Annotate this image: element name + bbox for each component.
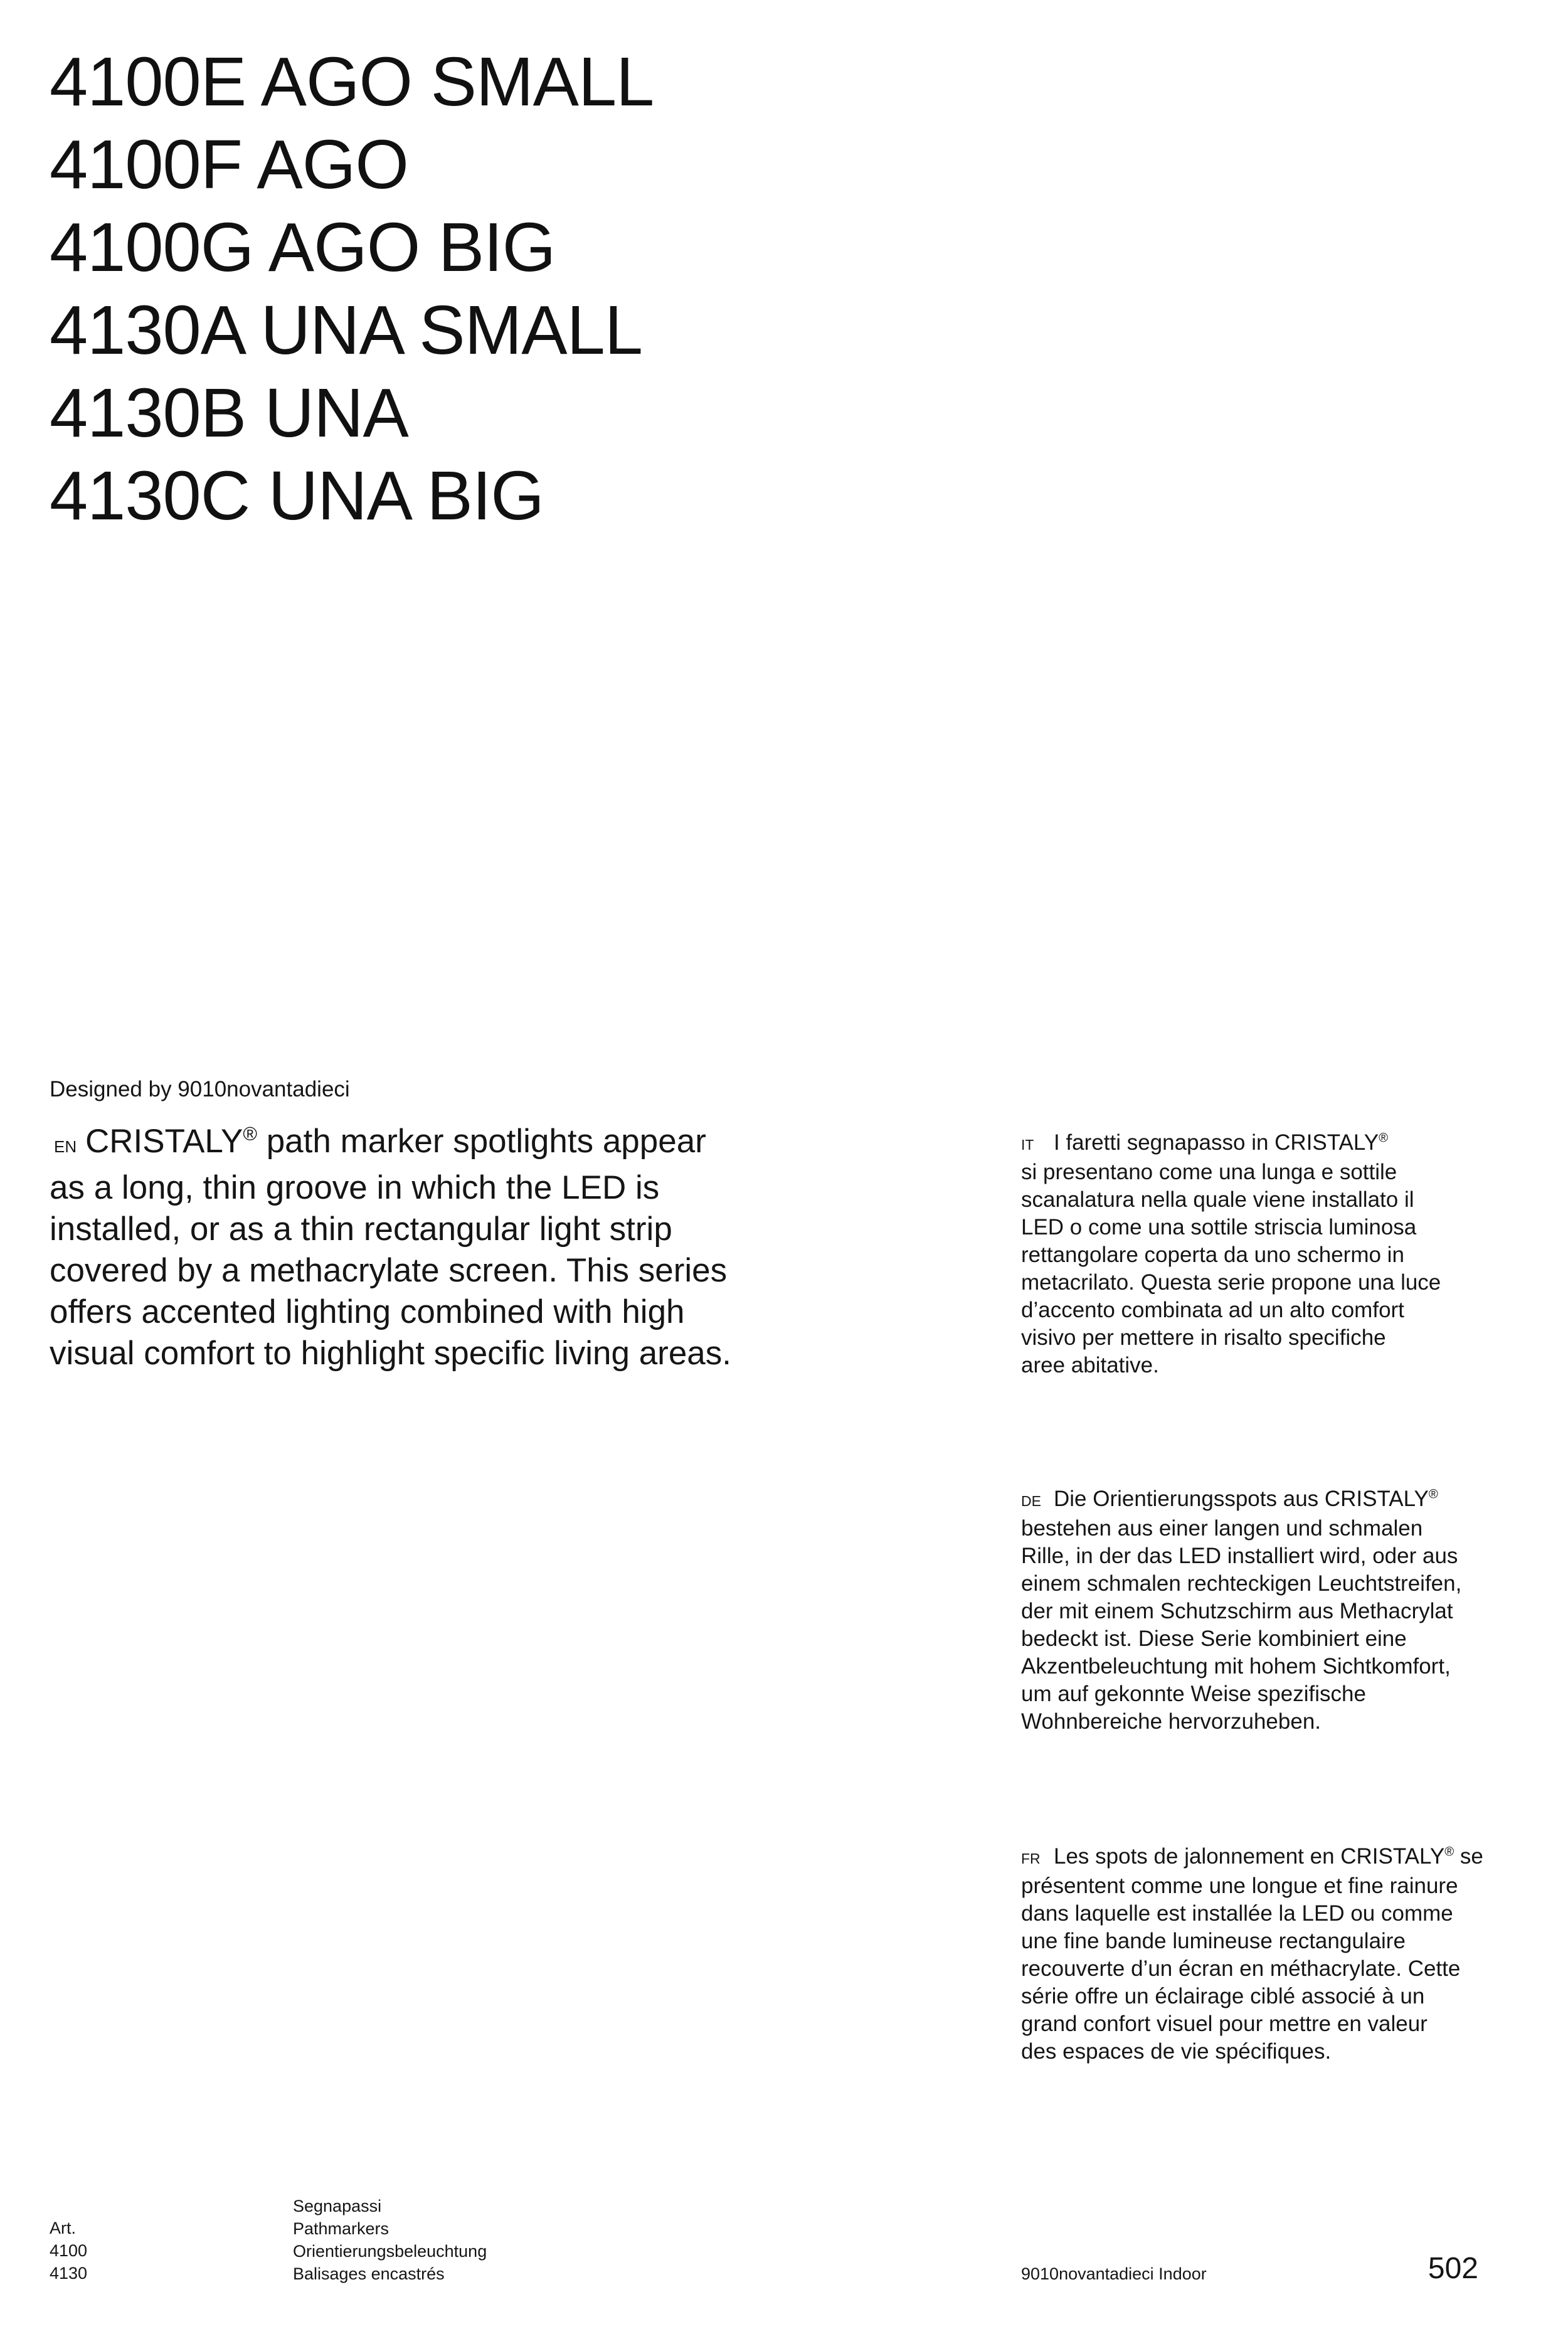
paragraph-line: recouverte d’un écran en méthacrylate. Cette	[1021, 1956, 1461, 1981]
paragraph-text: Les spots de jalonnement en CRISTALY	[1054, 1844, 1445, 1869]
registered-mark: ®	[1444, 1845, 1454, 1859]
product-title-line: 4130C UNA BIG	[50, 457, 544, 534]
description-en	[50, 1121, 731, 1374]
paragraph-first-line	[1021, 1129, 1441, 1159]
paragraph-line: Akzentbeleuchtung mit hohem Sichtkomfort,	[1021, 1654, 1451, 1679]
paragraph-line: présentent comme une longue et fine rainure	[1021, 1874, 1458, 1898]
paragraph-first-line	[1021, 1485, 1461, 1515]
footer-article-numbers	[50, 2217, 87, 2284]
paragraph-line: scanalatura nella quale viene installato il	[1021, 1187, 1414, 1212]
brand-text: CRISTALY	[85, 1123, 243, 1160]
paragraph-line: si presentano come una lunga e sottile	[1021, 1160, 1397, 1184]
article-number: 4100	[50, 2241, 88, 2260]
paragraph-line: der mit einem Schutzschirm aus Methacrylat	[1021, 1599, 1453, 1623]
product-title-line: 4100E AGO SMALL	[50, 43, 654, 120]
paragraph-line: installed, or as a thin rectangular light strip	[50, 1211, 672, 1248]
paragraph-text: se	[1454, 1844, 1483, 1869]
article-label: Art.	[50, 2219, 77, 2237]
registered-mark: ®	[1428, 1487, 1438, 1502]
paragraph-line: as a long, thin groove in which the LED is	[50, 1169, 660, 1206]
description-it	[1021, 1129, 1441, 1379]
category-label: Segnapassi	[293, 2197, 382, 2215]
footer-brand: 9010novantadieci Indoor	[1021, 2264, 1207, 2283]
paragraph-line: d’accento combinata ad un alto comfort	[1021, 1298, 1404, 1322]
paragraph-line: offers accented lighting combined with high	[50, 1293, 685, 1330]
paragraph-line: rettangolare coperta da uno schermo in	[1021, 1243, 1404, 1267]
paragraph-text: path marker spotlights appear	[257, 1123, 706, 1160]
category-label: Pathmarkers	[293, 2219, 389, 2238]
paragraph-line: metacrilato. Questa serie propone una luce	[1021, 1270, 1441, 1295]
registered-mark: ®	[1379, 1131, 1389, 1145]
category-label: Orientierungsbeleuchtung	[293, 2242, 487, 2261]
product-title-line: 4100G AGO BIG	[50, 209, 556, 286]
product-title-line: 4130A UNA SMALL	[50, 292, 643, 369]
paragraph-text: Die Orientierungsspots aus CRISTALY	[1054, 1487, 1429, 1511]
paragraph-line: um auf gekonnte Weise spezifische	[1021, 1682, 1366, 1706]
product-title-line: 4130B UNA	[50, 374, 408, 452]
category-label: Balisages encastrés	[293, 2264, 445, 2283]
paragraph-line: Wohnbereiche hervorzuheben.	[1021, 1709, 1322, 1734]
paragraph-line: aree abitative.	[1021, 1353, 1159, 1377]
paragraph-line: LED o come una sottile striscia luminosa	[1021, 1215, 1417, 1239]
paragraph-line: Rille, in der das LED installiert wird, oder aus	[1021, 1544, 1458, 1568]
footer-categories	[293, 2195, 487, 2285]
page-number: 502	[1428, 2252, 1478, 2285]
language-code-label: EN	[54, 1137, 77, 1156]
paragraph-line: visivo per mettere in risalto specifiche	[1021, 1325, 1386, 1350]
language-code-label: FR	[1021, 1850, 1041, 1867]
designer-credit: Designed by 9010novantadieci	[50, 1077, 350, 1101]
paragraph-line: grand confort visuel pour mettre en valeur	[1021, 2012, 1428, 2036]
paragraph-line: dans laquelle est installée la LED ou comme	[1021, 1901, 1453, 1926]
article-number: 4130	[50, 2264, 88, 2283]
paragraph-line: visual comfort to highlight specific living areas.	[50, 1335, 731, 1372]
paragraph-first-line	[1021, 1843, 1483, 1872]
description-fr	[1021, 1843, 1483, 2066]
paragraph-text: I faretti segnapasso in CRISTALY	[1054, 1130, 1379, 1155]
paragraph-first-line	[50, 1121, 731, 1167]
paragraph-line: einem schmalen rechteckigen Leuchtstreifen,	[1021, 1571, 1462, 1596]
product-title	[50, 41, 654, 538]
paragraph-line: série offre un éclairage ciblé associé à un	[1021, 1984, 1425, 2008]
paragraph-line: bedeckt ist. Diese Serie kombiniert eine	[1021, 1626, 1407, 1651]
paragraph-line: une fine bande lumineuse rectangulaire	[1021, 1929, 1406, 1953]
description-de	[1021, 1485, 1461, 1736]
paragraph-line: covered by a methacrylate screen. This series	[50, 1252, 728, 1289]
paragraph-line: des espaces de vie spécifiques.	[1021, 2039, 1332, 2064]
language-code-label: DE	[1021, 1493, 1041, 1509]
paragraph-line: bestehen aus einer langen und schmalen	[1021, 1516, 1423, 1541]
product-title-line: 4100F AGO	[50, 126, 408, 203]
registered-mark: ®	[243, 1122, 257, 1145]
language-code-label: IT	[1021, 1137, 1034, 1153]
